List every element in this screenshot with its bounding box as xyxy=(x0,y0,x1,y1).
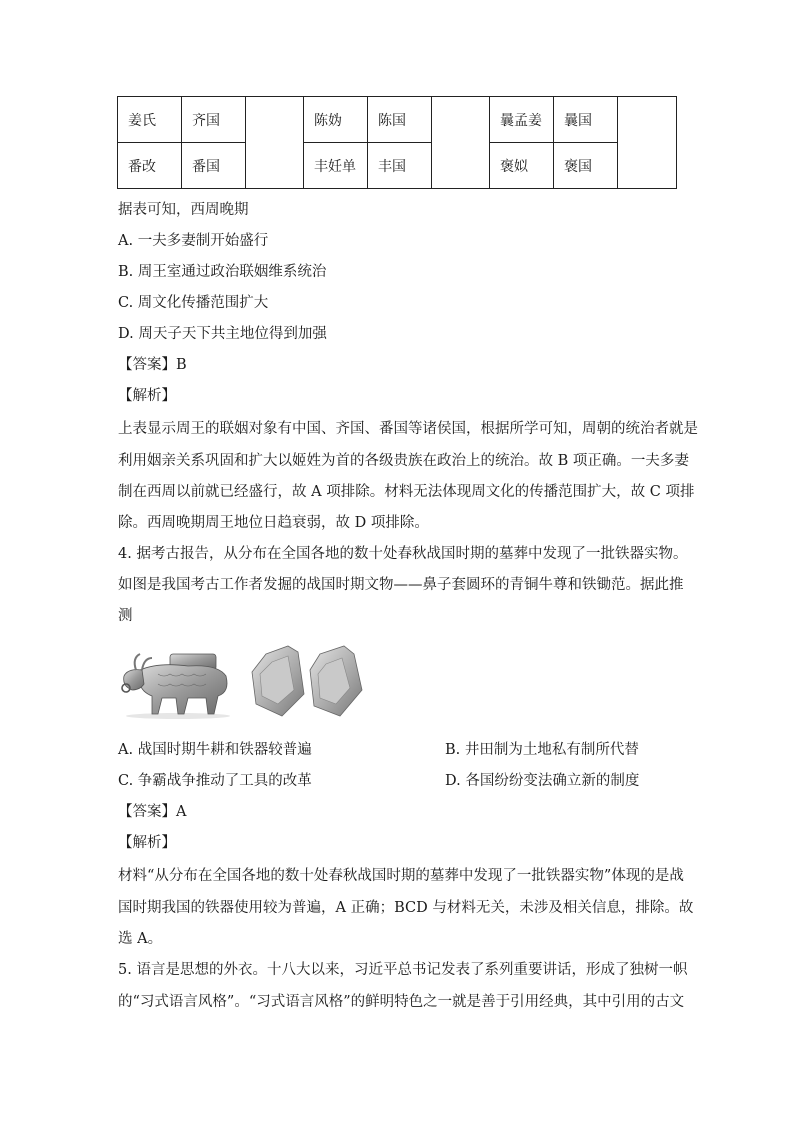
q4-analysis-line: 国时期我国的铁器使用较为普遍，A 正确；BCD 与材料无关，未涉及相关信息，排除。故 xyxy=(118,900,694,916)
q4-option-d: D. 各国纷纷变法确立新的制度 xyxy=(445,773,640,789)
table-cell: 褒姒 xyxy=(490,143,554,189)
bronze-ox-zun-image xyxy=(118,640,238,720)
table-cell: 陈妫 xyxy=(304,97,368,143)
table-row xyxy=(118,97,677,143)
iron-hoe-mold-image xyxy=(248,642,368,720)
table-cell xyxy=(618,97,677,189)
q4-analysis-line: 选 A。 xyxy=(118,931,163,947)
q5-stem-line: 5. 语言是思想的外衣。十八大以来，习近平总书记发表了系列重要讲话，形成了独树一帜 xyxy=(118,962,688,978)
q3-analysis-label: 【解析】 xyxy=(118,388,176,404)
q3-analysis-line: 上表显示周王的联姻对象有中国、齐国、番国等诸侯国，根据所学可知，周朝的统治者就是 xyxy=(118,421,698,437)
q3-option-c: C. 周文化传播范围扩大 xyxy=(118,295,269,311)
table-cell: 姜氏 xyxy=(118,97,182,143)
q4-option-c: C. 争霸战争推动了工具的改革 xyxy=(118,773,312,789)
table-cell: 齐国 xyxy=(182,97,246,143)
table-cell xyxy=(432,97,490,189)
q4-analysis-line: 材料“从分布在全国各地的数十处春秋战国时期的墓葬中发现了一批铁器实物”体现的是战 xyxy=(118,868,684,884)
q3-option-b: B. 周王室通过政治联姻维系统治 xyxy=(118,264,327,280)
q4-answer: 【答案】A xyxy=(118,804,187,820)
q5-stem-line: 的“习式语言风格”。“习式语言风格”的鲜明特色之一就是善于引用经典，其中引用的古文 xyxy=(118,994,685,1010)
table-cell: 陈国 xyxy=(368,97,432,143)
table-cell: 番改 xyxy=(118,143,182,189)
table-row xyxy=(118,143,677,189)
table-cell: 番国 xyxy=(182,143,246,189)
table-cell: 曩孟姜 xyxy=(490,97,554,143)
q4-stem-line: 测 xyxy=(118,608,133,624)
q3-stem: 据表可知，西周晚期 xyxy=(118,202,249,218)
q4-stem-line: 4. 据考古报告，从分布在全国各地的数十处春秋战国时期的墓葬中发现了一批铁器实物。 xyxy=(118,546,688,562)
table-cell: 曩国 xyxy=(554,97,618,143)
q3-option-a: A. 一夫多妻制开始盛行 xyxy=(118,233,269,249)
q3-answer: 【答案】B xyxy=(118,357,187,373)
table-cell: 褒国 xyxy=(554,143,618,189)
marriage-table xyxy=(117,96,677,189)
q4-stem-line: 如图是我国考古工作者发掘的战国时期文物——鼻子套圆环的青铜牛尊和铁锄范。据此推 xyxy=(118,577,684,593)
q4-option-b: B. 井田制为土地私有制所代替 xyxy=(445,742,639,758)
table-cell: 丰妊单 xyxy=(304,143,368,189)
table-cell xyxy=(246,97,304,189)
table-cell: 丰国 xyxy=(368,143,432,189)
q4-option-a: A. 战国时期牛耕和铁器较普遍 xyxy=(118,742,312,758)
q3-analysis-line: 除。西周晚期周王地位日趋衰弱，故 D 项排除。 xyxy=(118,515,429,531)
q3-analysis-line: 制在西周以前就已经盛行，故 A 项排除。材料无法体现周文化的传播范围扩大，故 C 项排 xyxy=(118,484,695,500)
q3-analysis-line: 利用姻亲关系巩固和扩大以姬姓为首的各级贵族在政治上的统治。故 B 项正确。一夫多妻 xyxy=(118,453,689,469)
q4-analysis-label: 【解析】 xyxy=(118,835,176,851)
q3-option-d: D. 周天子天下共主地位得到加强 xyxy=(118,326,327,342)
